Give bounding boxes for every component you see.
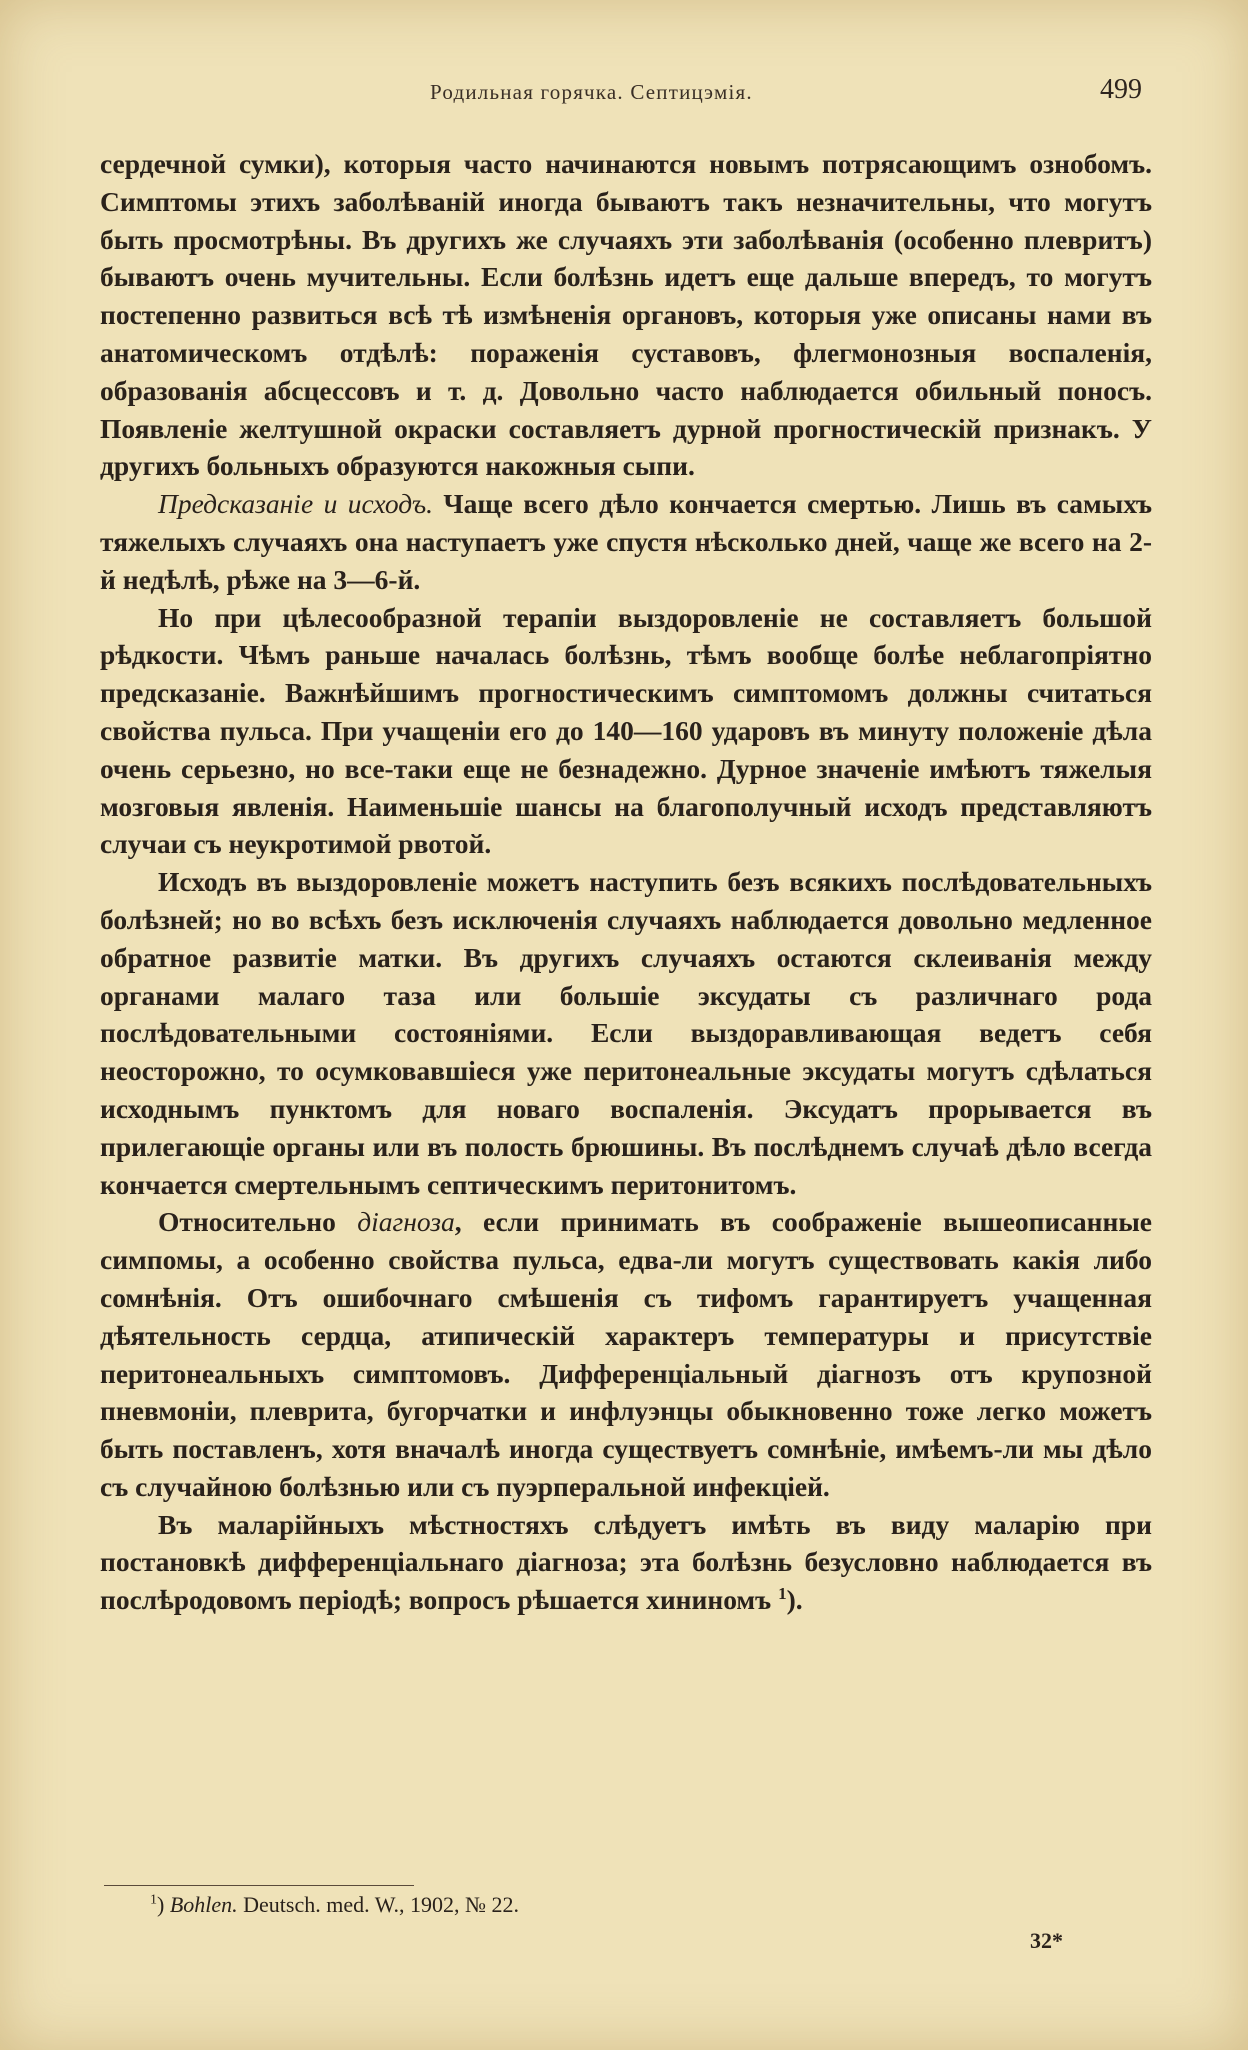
paragraph-4 bbox=[100, 863, 1152, 1203]
paragraph-3 bbox=[100, 599, 1152, 864]
footnote: $^1$) Bohlen. Deutsch. med. W., 1902, № 22. bbox=[150, 1892, 519, 1917]
footnote-divider bbox=[104, 1885, 414, 1886]
footnote-citation: Deutsch. med. W., 1902, № 22. bbox=[237, 1892, 519, 1917]
running-head bbox=[0, 72, 1248, 112]
paragraph-6-text: Въ маларійныхъ мѣстностяхъ слѣдуетъ имѣть въ виду маларію при постановкѣ дифференціальнаго діагноза; эта болѣзнь безусловно наблюдается въ послѣродовомъ періодѣ; вопросъ рѣшается хининомъ bbox=[100, 1508, 1152, 1616]
paragraph-4-text: Исходъ въ выздоровленіе можетъ наступить безъ всякихъ послѣдовательныхъ болѣзней; но во всѣхъ безъ исключенія случаяхъ наблюдается довольно медленное обратное развитіе матки. Въ другихъ случаяхъ остаются склеиванія между органами малаго таза или большіе эксудаты съ различнаго рода послѣдовательными состояніями. Если выздоравливающая ведетъ себя неосторожно, то осумковавшіеся уже перитонеальные эксудаты могутъ сдѣлаться исходнымъ пунктомъ для новаго воспаленія. Эксудатъ прорывается въ прилегающіе органы или въ полость брюшины. Въ послѣднемъ случаѣ дѣло всегда кончается смертельнымъ септическимъ перитонитомъ. bbox=[100, 866, 1152, 1200]
page-number: 499 bbox=[1100, 74, 1142, 105]
body-text bbox=[100, 145, 1152, 1619]
paragraph-5-start: Относительно bbox=[158, 1206, 358, 1238]
paragraph-6 bbox=[100, 1506, 1152, 1619]
paragraph-2-text: Чаще всего дѣло кончается смертью. Лишь въ самыхъ тяжелыхъ случаяхъ она наступаетъ уже спустя нѣсколько дней, чаще же всего на 2-й недѣлѣ, рѣже на 3—6-й. bbox=[100, 488, 1152, 595]
running-title: Родильная горячка. Септицэмія. bbox=[430, 80, 753, 104]
paragraph-1 bbox=[100, 145, 1152, 485]
paragraph-3-text: Но при цѣлесообразной терапіи выздоровленіе не составляетъ большой рѣдкости. Чѣмъ раньше началась болѣзнь, тѣмъ вообще болѣе неблагопріятно предсказаніе. Важнѣйшимъ прогностическимъ симптомомъ должны считаться свойства пульса. При учащеніи его до 140—160 ударовъ въ минуту положеніе дѣла очень серьезно, но все-таки еще не безнадежно. Дурное значеніе имѣютъ тяжелыя мозговыя явленія. Наименьшіе шансы на благополучный исходъ представляютъ случаи съ неукротимой рвотой. bbox=[100, 601, 1152, 860]
paragraph-6-end: ). bbox=[786, 1584, 803, 1616]
diagnosis-term: діагноза bbox=[357, 1206, 455, 1238]
section-heading-prognosis: Предсказаніе и исходъ. bbox=[158, 488, 433, 520]
footnote-author: Bohlen. bbox=[169, 1892, 238, 1917]
footnote-marker: 1 bbox=[150, 1892, 157, 1908]
paragraph-1-text: сердечной сумки), которыя часто начинаются новымъ потрясающимъ ознобомъ. Симптомы этихъ заболѣваній иногда бываютъ такъ незначительны, что могутъ быть просмотрѣны. Въ другихъ же случаяхъ эти заболѣванія (особенно плевритъ) бываютъ очень мучительны. Если болѣзнь идетъ еще дальше впередъ, то могутъ постепенно развиться всѣ тѣ измѣненія органовъ, которыя уже описаны нами въ анатомическомъ отдѣлѣ: пораженія суставовъ, флегмонозныя воспаленія, образованія абсцессовъ и т. д. Довольно часто наблюдается обильный поносъ. Появленіе желтушной окраски составляетъ дурной прогностическій признакъ. У другихъ больныхъ образуются накожныя сыпи. bbox=[100, 148, 1152, 482]
sheet-signature: 32* bbox=[1030, 1928, 1063, 1953]
paragraph-2 bbox=[100, 485, 1152, 598]
footnote-reference: 1 bbox=[778, 1584, 787, 1604]
paragraph-5-text: , если принимать въ соображеніе вышеописанные симпомы, а особенно свойства пульса, едва-ли могутъ существовать какія либо сомнѣнія. Отъ ошибочнаго смѣшенія съ тифомъ гарантируетъ учащенная дѣятельность сердца, атипическій характеръ температуры и присутствіе перитонеальныхъ симптомовъ. Дифференціальный діагнозъ отъ крупозной пневмоніи, плеврита, бугорчатки и инфлуэнцы обыкновенно тоже легко можетъ быть поставленъ, хотя вначалѣ иногда существуетъ сомнѣніе, имѣемъ-ли мы дѣло съ случайною болѣзнью или съ пуэрперальной инфекціей. bbox=[100, 1206, 1153, 1502]
paragraph-5 bbox=[100, 1203, 1152, 1505]
